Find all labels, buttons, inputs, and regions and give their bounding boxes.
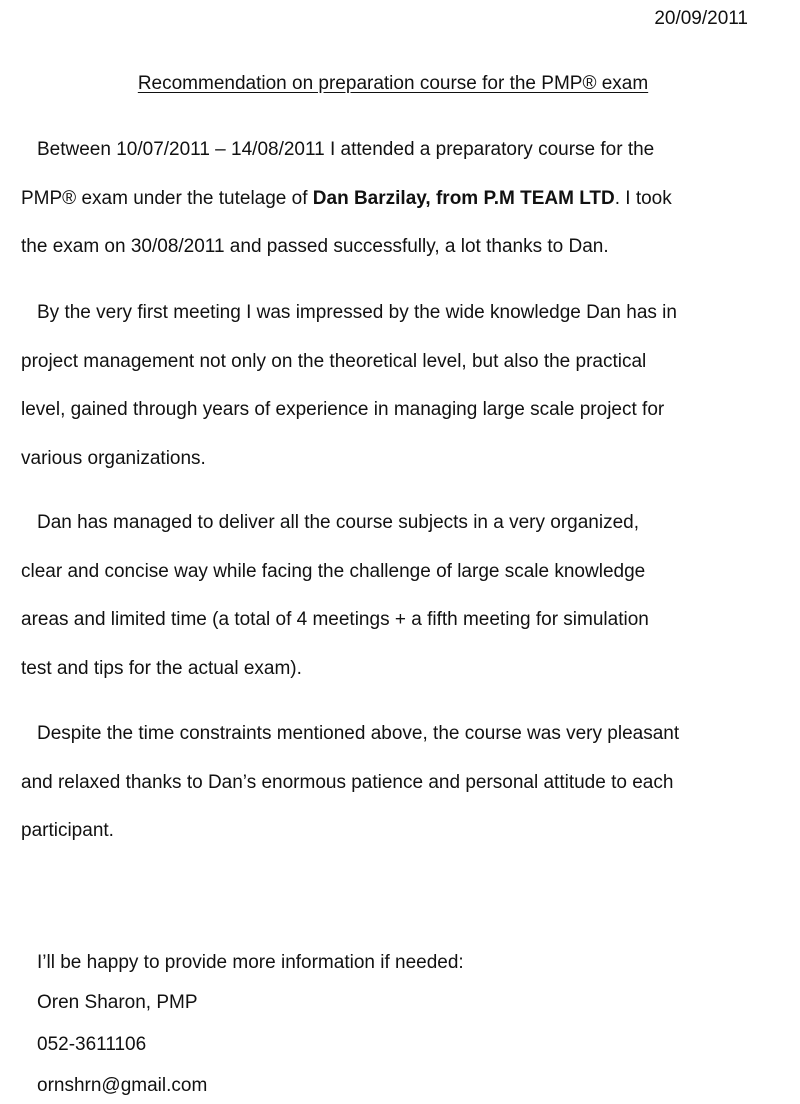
closing-offer: I’ll be happy to provide more information if needed: <box>37 952 464 973</box>
paragraph-line: level, gained through years of experience in managing large scale project for <box>21 399 665 420</box>
paragraph-line: test and tips for the actual exam). <box>21 657 302 679</box>
paragraph-line: By the very first meeting I was impressed by the wide knowledge Dan has in <box>37 302 677 323</box>
paragraph-line: the exam on 30/08/2011 and passed successfully, a lot thanks to Dan. <box>21 236 609 257</box>
paragraph-atmosphere <box>21 710 761 856</box>
paragraph-attendance <box>21 126 761 272</box>
paragraph-line <box>21 175 761 224</box>
signer-name: Oren Sharon, PMP <box>37 992 198 1013</box>
text-segment: . I took <box>614 187 672 209</box>
paragraph-line: project management not only on the theoretical level, but also the practical <box>21 350 647 372</box>
paragraph-knowledge <box>21 289 761 483</box>
signer-phone: 052-3611106 <box>37 1034 147 1055</box>
paragraph-line: and relaxed thanks to Dan’s enormous patience and personal attitude to each <box>21 771 674 793</box>
letter-date: 20/09/2011 <box>654 8 748 29</box>
paragraph-line: areas and limited time (a total of 4 meetings + a fifth meeting for simulation <box>21 609 649 630</box>
paragraph-line: Dan has managed to deliver all the course subjects in a very organized, <box>37 512 640 533</box>
text-segment: PMP® exam under the tutelage of <box>21 187 313 209</box>
paragraph-line: various organizations. <box>21 447 206 469</box>
paragraph-delivery <box>21 499 761 693</box>
paragraph-line: Between 10/07/2011 – 14/08/2011 I attended a preparatory course for the <box>37 139 655 160</box>
paragraph-line: Despite the time constraints mentioned above, the course was very pleasant <box>37 723 680 744</box>
paragraph-line: participant. <box>21 820 114 841</box>
instructor-name: Dan Barzilay, from P.M TEAM LTD <box>312 187 615 209</box>
signer-email: ornshrn@gmail.com <box>37 1075 208 1096</box>
letter-title: Recommendation on preparation course for the PMP® exam <box>137 73 649 94</box>
paragraph-line: clear and concise way while facing the challenge of large scale knowledge <box>21 560 646 582</box>
